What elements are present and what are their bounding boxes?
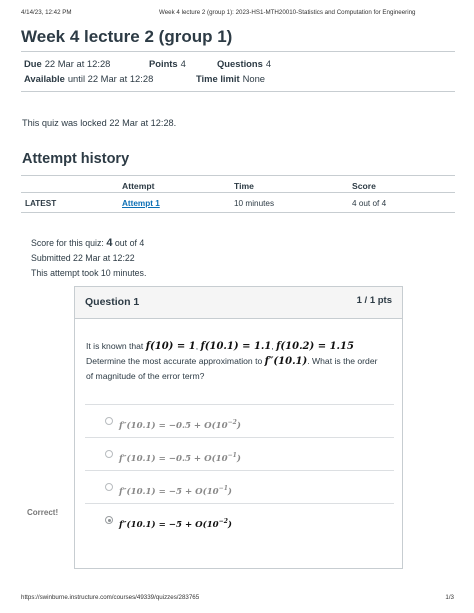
- question-card: [74, 286, 403, 569]
- radio-button-checked[interactable]: [105, 516, 113, 524]
- given-value-1: f(10) = 1: [145, 341, 196, 352]
- time-limit-label: Time limit: [196, 73, 240, 84]
- question-middle: Determine the most accurate approximation to: [86, 356, 263, 366]
- score-suffix: out of 4: [114, 238, 145, 248]
- row-label: LATEST: [25, 199, 57, 208]
- answer-option[interactable]: [85, 470, 394, 503]
- print-header: [21, 9, 454, 21]
- given-value-3: f(10.2) = 1.15: [276, 341, 354, 352]
- print-url: https://swinburne.instructure.com/courses/49339/quizzes/283765: [21, 594, 200, 601]
- option-text: $f''(10.1) = -5 + O(10^{-2})$: [119, 518, 232, 530]
- score-prefix: Score for this quiz:: [31, 238, 104, 248]
- questions-info: [217, 58, 271, 69]
- column-header-attempt: Attempt: [122, 181, 155, 191]
- page-number: 1/3: [445, 594, 454, 601]
- attempt-history-heading: Attempt history: [22, 151, 130, 167]
- answer-option-selected[interactable]: [85, 503, 394, 536]
- option-text: $f''(10.1) = -0.5 + O(10^{-1})$: [119, 452, 241, 464]
- question-header: [75, 287, 402, 319]
- due-value: 22 Mar at 12:28: [44, 58, 111, 69]
- points-label: Points: [149, 58, 178, 69]
- questions-label: Questions: [217, 58, 263, 69]
- question-intro: It is known that: [86, 341, 144, 351]
- option-text: $f''(10.1) = -0.5 + O(10^{-2})$: [119, 419, 241, 431]
- locked-message: This quiz was locked 22 Mar at 12:28.: [22, 118, 177, 128]
- radio-button[interactable]: [105, 450, 113, 458]
- available-info: [24, 73, 153, 84]
- attempt-duration: This attempt took 10 minutes.: [31, 268, 147, 278]
- question-points: 1 / 1 pts: [356, 295, 392, 306]
- title-divider: [21, 51, 455, 52]
- score-summary: [31, 236, 146, 281]
- given-value-2: f(10.1) = 1.1: [200, 341, 272, 352]
- available-value: until 22 Mar at 12:28: [67, 73, 154, 84]
- print-date: 4/14/23, 12:42 PM: [21, 9, 72, 16]
- print-footer: [21, 594, 454, 604]
- print-page-title: Week 4 lecture 2 (group 1): 2023-HS1-MTH20010-Statistics and Computation for Engineering: [159, 9, 416, 16]
- column-header-time: Time: [234, 181, 254, 191]
- column-header-score: Score: [352, 181, 376, 191]
- time-limit-value: None: [242, 73, 266, 84]
- time-limit-info: [196, 73, 265, 84]
- attempt-score: 4 out of 4: [352, 199, 387, 208]
- quiz-score: [31, 236, 146, 251]
- meta-divider: [21, 91, 455, 92]
- option-text: $f''(10.1) = -5 + O(10^{-1})$: [119, 485, 232, 497]
- radio-button[interactable]: [105, 483, 113, 491]
- question-end: What is the order of magnitude of the error term?: [86, 356, 378, 381]
- score-value: 4: [106, 237, 113, 249]
- attempt-time: 10 minutes: [234, 199, 275, 208]
- target-expression: f″(10.1): [264, 356, 308, 367]
- points-value: 4: [180, 58, 186, 69]
- question-text: It is known that f(10) = 1, f(10.1) = 1.1, f(10.2) = 1.15 Determine the most accurate approximation to f″(10.1). What is the order of magnitude of the error term?: [86, 341, 378, 381]
- question-name: Question 1: [85, 296, 140, 308]
- points-info: [149, 58, 186, 69]
- radio-button[interactable]: [105, 417, 113, 425]
- attempt-link[interactable]: Attempt 1: [122, 199, 160, 208]
- available-label: Available: [24, 73, 65, 84]
- quiz-title: Week 4 lecture 2 (group 1): [21, 27, 233, 46]
- table-row: [21, 193, 455, 213]
- questions-value: 4: [265, 58, 272, 69]
- table-header: [21, 175, 455, 193]
- due-date: [24, 58, 110, 69]
- due-label: Due: [24, 58, 42, 69]
- answer-option[interactable]: [85, 437, 394, 470]
- answer-option[interactable]: [85, 404, 394, 437]
- submitted-time: Submitted 22 Mar at 12:22: [31, 253, 135, 263]
- correct-answer-label: Correct!: [27, 508, 59, 517]
- attempt-history-table: [21, 175, 455, 213]
